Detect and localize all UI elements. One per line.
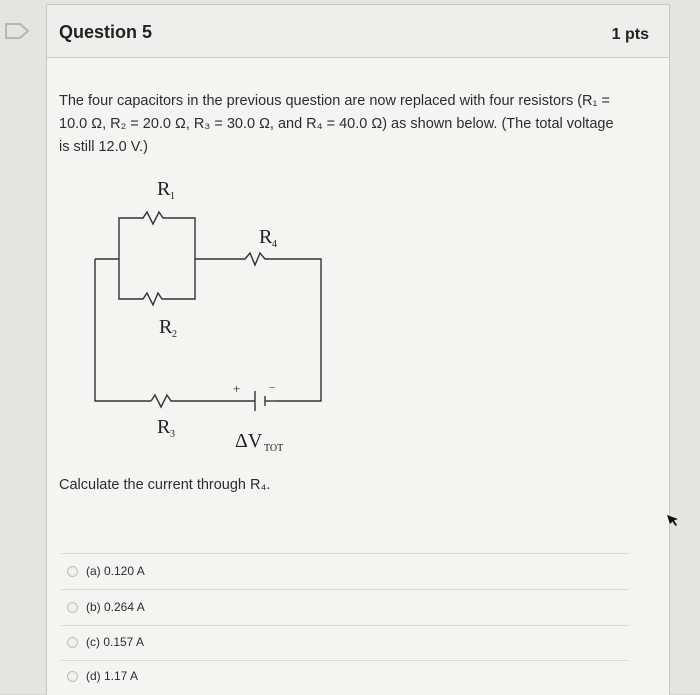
question-card	[46, 4, 670, 695]
vtot-label: ΔV	[235, 430, 263, 452]
radio-button[interactable]	[67, 602, 78, 613]
answer-option-a[interactable]	[67, 561, 145, 581]
flag-icon[interactable]	[3, 20, 33, 42]
answer-label: (c) 0.157 A	[86, 635, 145, 649]
question-points: 1 pts	[611, 26, 649, 43]
cursor-arrow-icon	[666, 513, 680, 527]
answer-label: (d) 1.17 A	[86, 669, 139, 683]
answer-option-d[interactable]	[67, 666, 138, 686]
question-text-line: is still 12.0 V.)	[59, 139, 148, 155]
question-text-line: 10.0 Ω, R₂ = 20.0 Ω, R₃ = 30.0 Ω, and R₄ = 40.0 Ω) as shown below. (The total voltage	[59, 116, 614, 132]
r2-subscript: 2	[172, 329, 177, 340]
answer-divider	[61, 660, 629, 661]
answer-label: (a) 0.120 A	[86, 564, 145, 578]
answer-divider	[61, 553, 629, 554]
radio-button[interactable]	[67, 566, 78, 577]
question-header	[47, 5, 669, 58]
r1-subscript: 1	[170, 191, 175, 202]
question-text-line: The four capacitors in the previous question are now replaced with four resistors (R₁ =	[59, 93, 610, 109]
question-text	[59, 90, 659, 159]
vtot-subscript: TOT	[264, 443, 284, 454]
question-prompt: Calculate the current through R₄.	[59, 477, 271, 493]
r4-subscript: 4	[272, 239, 277, 250]
r2-label: R	[159, 316, 173, 338]
battery-minus-sign: −	[269, 382, 276, 394]
question-title: Question 5	[59, 22, 153, 42]
radio-button[interactable]	[67, 637, 78, 648]
answer-divider	[61, 625, 629, 626]
battery-plus-sign: +	[233, 381, 241, 396]
r3-subscript: 3	[170, 429, 175, 440]
r3-label: R	[157, 416, 171, 438]
circuit-diagram	[69, 165, 329, 465]
answer-option-b[interactable]	[67, 597, 145, 617]
answer-label: (b) 0.264 A	[86, 600, 145, 614]
answer-divider	[61, 589, 629, 590]
radio-button[interactable]	[67, 671, 78, 682]
r4-label: R	[259, 226, 273, 248]
answer-option-c[interactable]	[67, 632, 144, 652]
r1-label: R	[157, 178, 171, 200]
